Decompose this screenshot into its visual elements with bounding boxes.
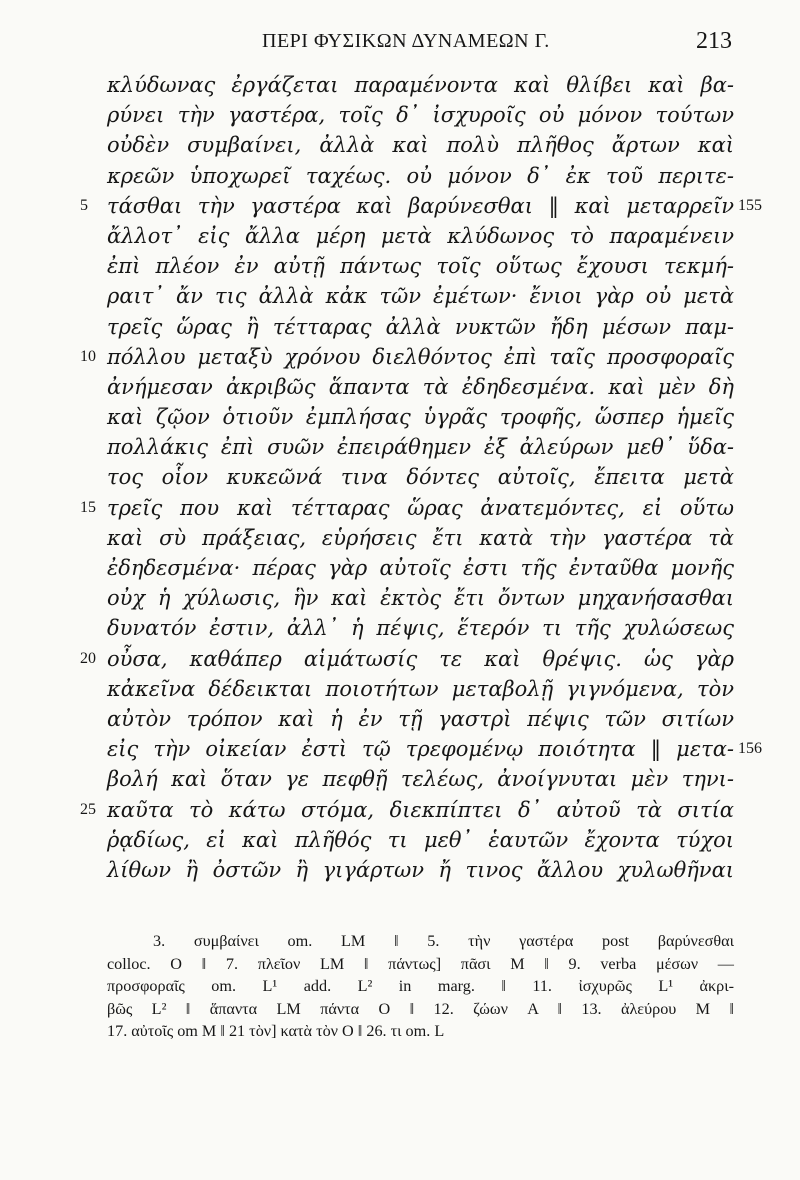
line-text: οὐχ ἡ χύλωσις, ἣν καὶ ἐκτὸς ἔτι ὄντων μηχανήσασθαι xyxy=(107,586,734,611)
footnote-line: βῶς L² ‖ ἅπαντα LM πάντα O ‖ 12. ζώων A ‖ 13. ἀλεύρου M ‖ xyxy=(107,999,734,1018)
text-line xyxy=(0,795,800,825)
text-line xyxy=(0,764,800,794)
line-number: 10 xyxy=(80,347,96,365)
line-text: καὶ ζῷον ὁτιοῦν ἐμπλήσας ὑγρᾶς τροφῆς, ὥσπερ ἡμεῖς xyxy=(107,405,734,430)
critical-apparatus xyxy=(107,930,734,1043)
text-line xyxy=(0,221,800,251)
text-line xyxy=(0,251,800,281)
margin-page-reference: 156 xyxy=(738,740,762,758)
text-line xyxy=(0,402,800,432)
margin-page-reference: 155 xyxy=(738,196,762,214)
text-line xyxy=(0,553,800,583)
line-text: οὐδὲν συμβαίνει, ἀλλὰ καὶ πολὺ πλῆθος ἄρτων καὶ xyxy=(107,133,734,158)
line-number: 5 xyxy=(80,196,88,214)
line-text: ῥᾳδίως, εἰ καὶ πλῆθός τι μεθ᾽ ἑαυτῶν ἔχοντα τύχοι xyxy=(107,827,734,852)
text-line xyxy=(0,493,800,523)
line-text: τος οἷον κυκεῶνά τινα δόντες αὐτοῖς, ἔπειτα μετὰ xyxy=(107,465,734,490)
text-line xyxy=(0,734,800,764)
page-number: 213 xyxy=(696,28,732,54)
text-line xyxy=(0,281,800,311)
line-text: βολή καὶ ὅταν γε πεφθῇ τελέως, ἀνοίγνυται μὲν τηνι- xyxy=(107,767,734,792)
line-text: ραιτ᾽ ἄν τις ἀλλὰ κἀκ τῶν ἐμέτων· ἔνιοι γὰρ οὐ μετὰ xyxy=(107,284,734,309)
text-line xyxy=(0,432,800,462)
line-text: καῦτα τὸ κάτω στόμα, διεκπίπτει δ᾽ αὐτοῦ τὰ σιτία xyxy=(107,797,734,822)
text-line xyxy=(0,825,800,855)
line-text: τρεῖς που καὶ τέτταρας ὥρας ἀνατεμόντες, εἰ οὕτω xyxy=(107,495,734,520)
line-number: 20 xyxy=(80,649,96,667)
line-text: κρεῶν ὑποχωρεῖ ταχέως. οὐ μόνον δ᾽ ἐκ τοῦ περιτε- xyxy=(107,163,734,188)
text-line xyxy=(0,100,800,130)
line-text: ἐπὶ πλέον ἐν αὐτῇ πάντως τοῖς οὕτως ἔχουσι τεκμή- xyxy=(107,254,734,279)
footnote-line: 3. συμβαίνει om. LM ‖ 5. τὴν γαστέρα post βαρύνεσθαι xyxy=(153,932,734,950)
line-number: 25 xyxy=(80,800,96,818)
text-line xyxy=(0,855,800,885)
text-line xyxy=(0,674,800,704)
line-number: 15 xyxy=(80,498,96,516)
text-line xyxy=(0,372,800,402)
text-line xyxy=(0,191,800,221)
line-text: τρεῖς ὥρας ἢ τέτταρας ἀλλὰ νυκτῶν ἤδη μέσων παμ- xyxy=(107,314,734,339)
line-text: πολλάκις ἐπὶ συῶν ἐπειράθημεν ἐξ ἀλεύρων μεθ᾽ ὕδα- xyxy=(107,435,734,460)
footnote-line: 17. αὐτοῖς om M ‖ 21 τὸν] κατὰ τὸν O ‖ 26. τι om. L xyxy=(107,1022,445,1040)
footnote-line: προσφοραῖς om. L¹ add. L² in marg. ‖ 11. ἰσχυρῶς L¹ ἀκρι- xyxy=(107,977,734,995)
line-text: ἀνήμεσαν ἀκριβῶς ἅπαντα τὰ ἐδηδεσμένα. καὶ μὲν δὴ xyxy=(107,374,734,399)
text-line xyxy=(0,462,800,492)
line-text: δυνατόν ἐστιν, ἀλλ᾽ ἡ πέψις, ἕτερόν τι τῆς χυλώσεως xyxy=(107,616,734,641)
line-text: καὶ σὺ πράξειας, εὑρήσεις ἔτι κατὰ τὴν γαστέρα τὰ xyxy=(107,525,734,550)
line-text: ἄλλοτ᾽ εἰς ἄλλα μέρη μετὰ κλύδωνος τὸ παραμένειν xyxy=(107,223,734,248)
text-line xyxy=(0,583,800,613)
line-text: πόλλου μεταξὺ χρόνου διελθόντος ἐπὶ ταῖς προσφοραῖς xyxy=(107,344,734,369)
footnote-line: colloc. O ‖ 7. πλεῖον LM ‖ πάντως] πᾶσι M ‖ 9. verba μέσων — xyxy=(107,954,734,973)
text-line xyxy=(0,70,800,100)
line-text: εἰς τὴν οἰκείαν ἐστὶ τῷ τρεφομένῳ ποιότητα ‖ μετα- xyxy=(107,737,734,762)
text-line xyxy=(0,161,800,191)
text-line xyxy=(0,523,800,553)
line-text: ρύνει τὴν γαστέρα, τοῖς δ᾽ ἰσχυροῖς οὐ μόνον τούτων xyxy=(107,103,734,128)
line-text: λίθων ἢ ὀστῶν ἢ γιγάρτων ἤ τινος ἄλλου χυλωθῆναι xyxy=(107,857,734,882)
running-title: ΠΕΡΙ ΦΥΣΙΚΩΝ ΔΥΝΑΜΕΩΝ Γ. xyxy=(262,30,550,52)
text-line xyxy=(0,613,800,643)
text-line xyxy=(0,342,800,372)
text-line xyxy=(0,130,800,160)
main-text xyxy=(0,70,800,885)
line-text: αὐτὸν τρόπον καὶ ἡ ἐν τῇ γαστρὶ πέψις τῶν σιτίων xyxy=(107,706,734,731)
text-line xyxy=(0,644,800,674)
line-text: ἐδηδεσμένα· πέρας γὰρ αὐτοῖς ἐστι τῆς ἐνταῦθα μονῆς xyxy=(107,556,734,580)
line-text: τάσθαι τὴν γαστέρα καὶ βαρύνεσθαι ‖ καὶ μεταρρεῖν xyxy=(107,193,734,218)
text-line xyxy=(0,312,800,342)
line-text: οὖσα, καθάπερ αἱμάτωσίς τε καὶ θρέψις. ὡς γὰρ xyxy=(107,646,734,671)
text-line xyxy=(0,704,800,734)
line-text: κλύδωνας ἐργάζεται παραμένοντα καὶ θλίβει καὶ βα- xyxy=(107,73,734,97)
page-header xyxy=(262,28,732,58)
line-text: κἀκεῖνα δέδεικται ποιοτήτων μεταβολῇ γιγνόμενα, τὸν xyxy=(107,676,734,701)
